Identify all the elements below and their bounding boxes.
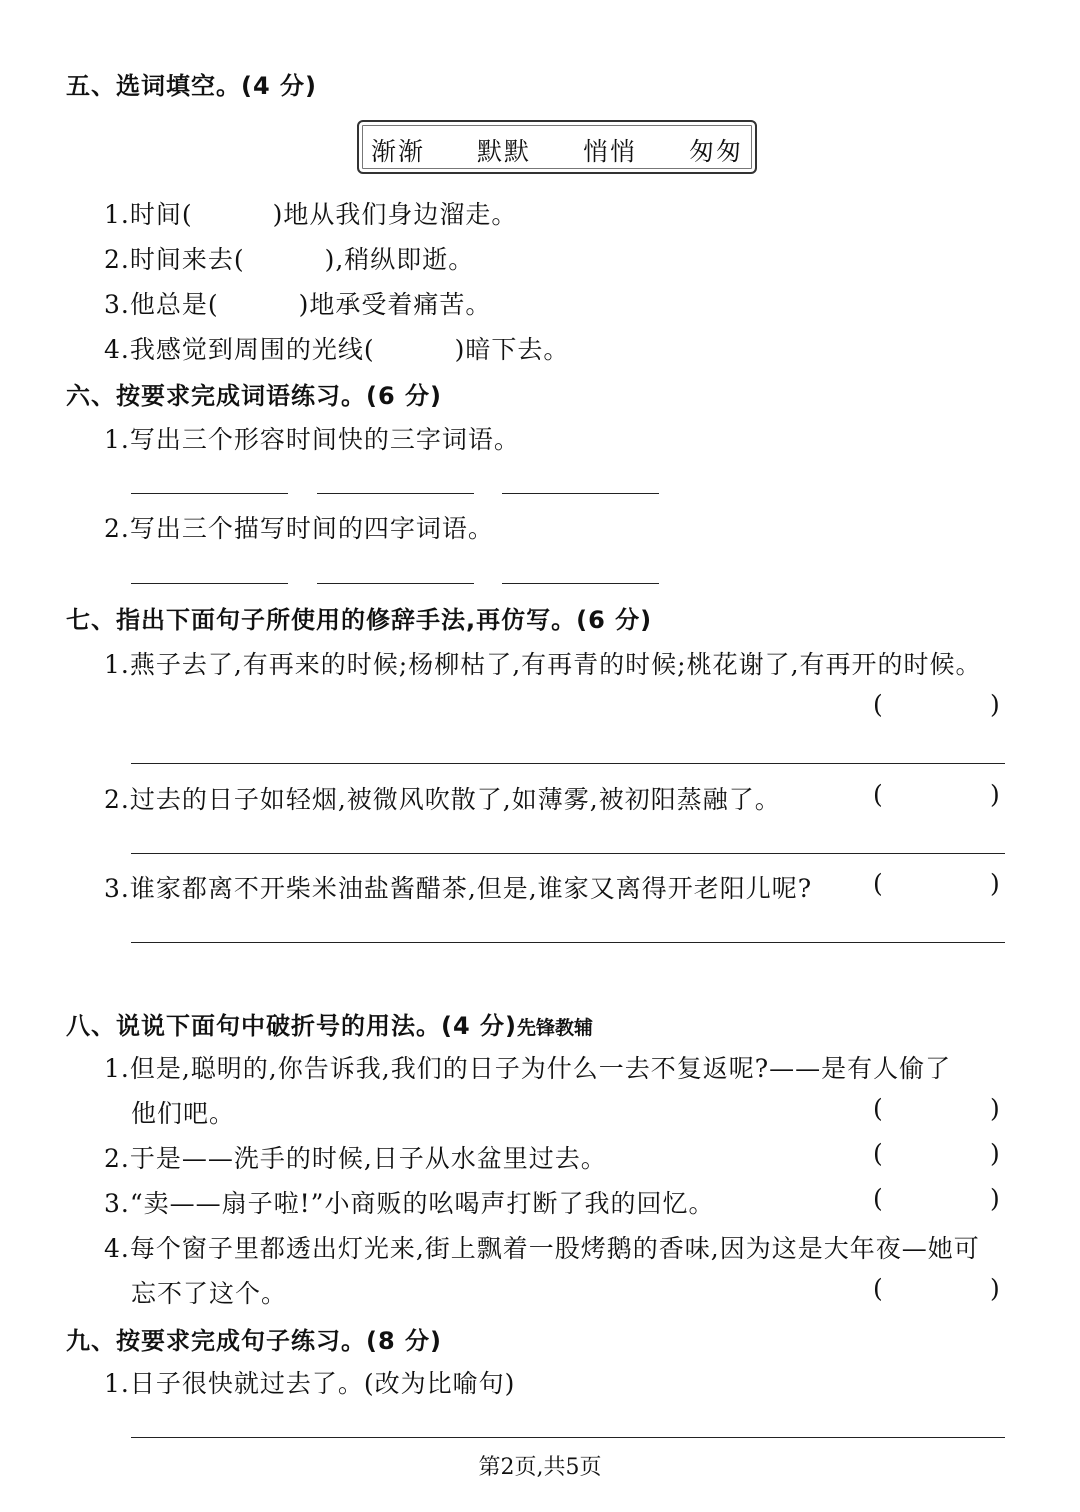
word-bank-word-1: 渐渐 [371, 137, 426, 166]
rhetoric-item-1: 1.燕子去了,有再来的时候;杨柳枯了,有再青的时候;桃花谢了,有再开的时候。 [104, 650, 982, 679]
answer-paren-close: ) [990, 1094, 1000, 1123]
answer-paren-open: ( [873, 1184, 883, 1213]
fill-item-3-post: )地承受着痛苦。 [298, 290, 492, 319]
word-bank-word-4: 匆匆 [689, 137, 744, 166]
section8-heading [66, 1006, 593, 1041]
answer-paren-close: ) [990, 690, 1000, 719]
watermark-text: 先锋教辅 [517, 1017, 594, 1039]
section5-heading: 五、选词填空。(4 分) [66, 72, 317, 100]
answer-paren-open: ( [873, 869, 883, 898]
fill-item-1 [104, 195, 517, 231]
answer-line[interactable] [317, 583, 474, 584]
answer-paren-close: ) [990, 1184, 1000, 1213]
word-task-1: 1.写出三个形容时间快的三字词语。 [104, 425, 520, 454]
section9-heading: 九、按要求完成句子练习。(8 分) [66, 1327, 442, 1355]
answer-line[interactable] [502, 583, 659, 584]
sentence-answer-line[interactable] [131, 1437, 1005, 1438]
word-bank-word-2: 默默 [477, 137, 532, 166]
answer-paren-close: ) [990, 1139, 1000, 1168]
fill-item-2-post: ),稍纵即逝。 [324, 245, 475, 274]
page-number: 第2页,共5页 [478, 1455, 602, 1480]
section6-heading: 六、按要求完成词语练习。(6 分) [66, 382, 442, 410]
fill-item-3 [104, 285, 491, 321]
word-bank-box [357, 120, 757, 174]
fill-item-4-post: )暗下去。 [454, 335, 570, 364]
dash-item-1-line2: 他们吧。 [131, 1099, 236, 1128]
answer-line[interactable] [317, 493, 474, 494]
imitation-answer-line[interactable] [131, 942, 1005, 943]
section7-heading: 七、指出下面句子所使用的修辞手法,再仿写。(6 分) [66, 606, 653, 634]
rhetoric-item-3: 3.谁家都离不开柴米油盐酱醋茶,但是,谁家又离得开老阳儿呢? [104, 874, 813, 903]
answer-line[interactable] [502, 493, 659, 494]
answer-paren-open: ( [873, 690, 883, 719]
fill-item-1-pre: 1.时间( [104, 200, 193, 229]
dash-item-4-line1: 4.每个窗子里都透出灯光来,街上飘着一股烤鹅的香味,因为这是大年夜—她可 [104, 1234, 980, 1263]
fill-item-3-pre: 3.他总是( [104, 290, 219, 319]
answer-paren-open: ( [873, 1274, 883, 1303]
rhetoric-item-2: 2.过去的日子如轻烟,被微风吹散了,如薄雾,被初阳蒸融了。 [104, 785, 781, 814]
dash-item-4-line2: 忘不了这个。 [131, 1279, 288, 1308]
word-bank-word-3: 悄悄 [583, 137, 638, 166]
answer-line[interactable] [131, 493, 288, 494]
answer-paren-close: ) [990, 869, 1000, 898]
fill-item-2 [104, 240, 474, 276]
answer-paren-open: ( [873, 1094, 883, 1123]
answer-paren-open: ( [873, 1139, 883, 1168]
answer-paren-open: ( [873, 780, 883, 809]
fill-item-4-pre: 4.我感觉到周围的光线( [104, 335, 375, 364]
dash-item-1-line1: 1.但是,聪明的,你告诉我,我们的日子为什么一去不复返呢?——是有人偷了 [104, 1054, 952, 1083]
answer-line[interactable] [131, 583, 288, 584]
fill-item-2-pre: 2.时间来去( [104, 245, 245, 274]
sentence-task-1: 1.日子很快就过去了。(改为比喻句) [104, 1369, 516, 1398]
dash-item-2: 2.于是——洗手的时候,日子从水盆里过去。 [104, 1144, 607, 1173]
dash-item-3: 3.“卖——扇子啦!”小商贩的吆喝声打断了我的回忆。 [104, 1189, 715, 1218]
section8-heading-text: 八、说说下面句中破折号的用法。(4 分) [66, 1012, 517, 1040]
imitation-answer-line[interactable] [131, 763, 1005, 764]
word-task-2: 2.写出三个描写时间的四字词语。 [104, 514, 494, 543]
fill-item-4 [104, 330, 569, 366]
fill-item-1-post: )地从我们身边溜走。 [272, 200, 518, 229]
answer-paren-close: ) [990, 1274, 1000, 1303]
answer-paren-close: ) [990, 780, 1000, 809]
imitation-answer-line[interactable] [131, 853, 1005, 854]
